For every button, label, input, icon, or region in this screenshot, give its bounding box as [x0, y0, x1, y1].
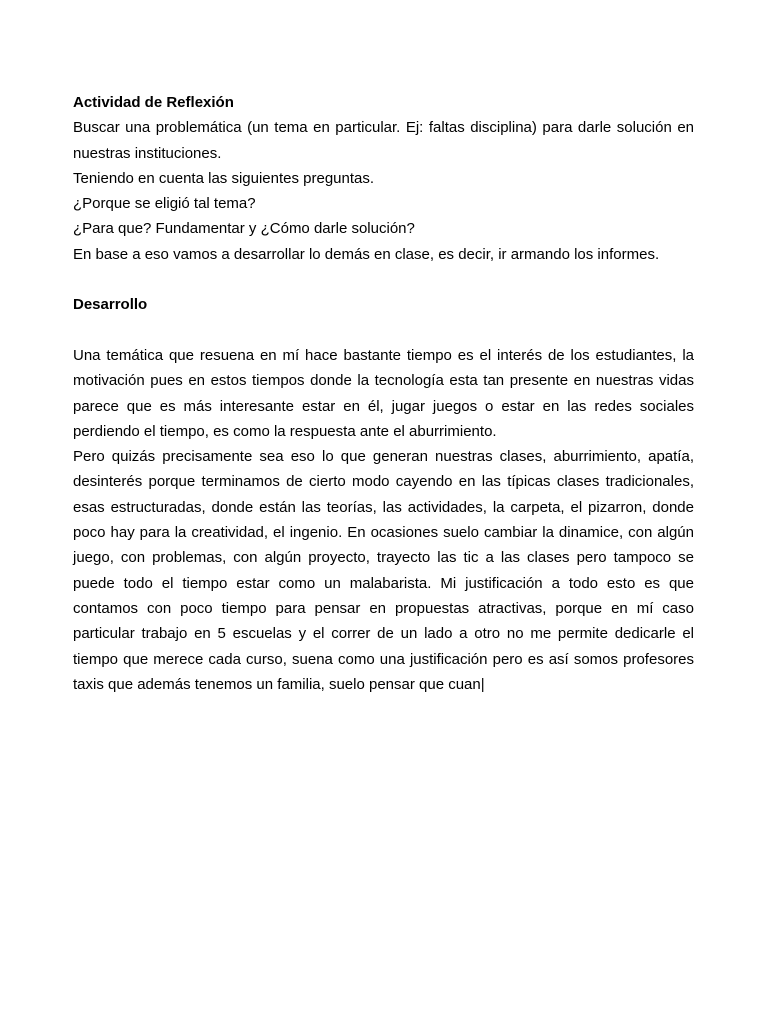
- blank-line: [73, 318, 694, 343]
- blank-line: [73, 267, 694, 292]
- development-paragraph-1: Una temática que resuena en mí hace bastante tiempo es el interés de los estudiantes, la motivación pues en estos tiempos donde la tecnología esta tan presente en nuestras vidas parece que es más interesante estar en él, jugar juegos o estar en las redes sociales perdiendo el tiempo, es como la respuesta ante el aburrimiento.: [73, 346, 694, 440]
- activity-line-conditions: Teniendo en cuenta las siguientes preguntas.: [73, 169, 375, 187]
- activity-instructions: Buscar una problemática (un tema en particular. Ej: faltas disciplina) para darle solución en nuestras instituciones.: [73, 119, 694, 162]
- document-page[interactable]: [73, 90, 694, 697]
- text-cursor: |: [480, 675, 485, 693]
- activity-title: Actividad de Reflexión: [73, 94, 234, 111]
- development-paragraph-2: [73, 444, 694, 697]
- development-paragraph-2-text: Pero quizás precisamente sea eso lo que generan nuestras clases, aburrimiento, apatía, desinterés porque terminamos de cierto modo cayendo en las típicas clases tradicionales, esas estructuradas, donde están las teorías, las actividades, la carpeta, el pizarron, donde poco hay para la creatividad, el ingenio. En ocasiones suelo cambiar la dinamice, con algún juego, con problemas, con algún proyecto, trayecto las tic a las clases pero tampoco se puede todo el tiempo estar como un malabarista. Mi justificación a todo esto es que contamos con poco tiempo para pensar en propuestas atractivas, porque en mí caso particular trabajo en 5 escuelas y el correr de un lado a otro no me permite dedicarle el tiempo que merece cada curso, suena como una justificación pero es así somos profesores taxis que además tenemos un familia, suelo pensar que cuan: [73, 448, 694, 693]
- activity-question-purpose: ¿Para que? Fundamentar y ¿Cómo darle solución?: [73, 220, 415, 238]
- development-title: Desarrollo: [73, 296, 148, 314]
- activity-question-why: ¿Porque se eligió tal tema?: [73, 195, 256, 213]
- activity-line-next-steps: En base a eso vamos a desarrollar lo demás en clase, es decir, ir armando los informes.: [73, 245, 660, 263]
